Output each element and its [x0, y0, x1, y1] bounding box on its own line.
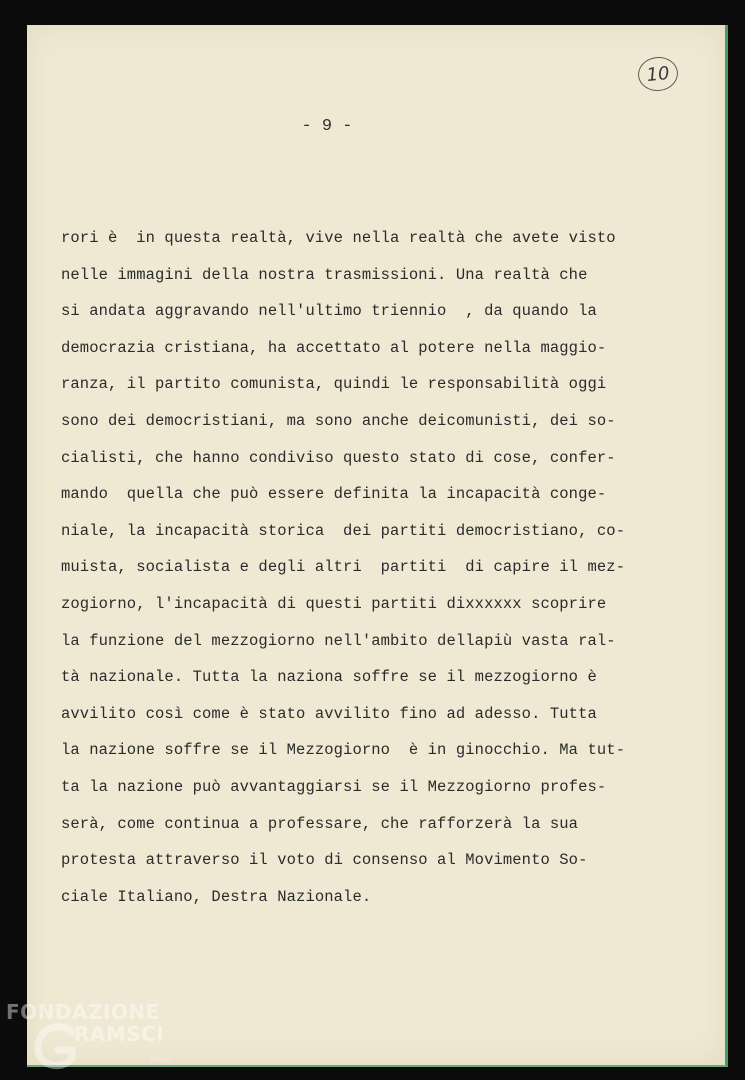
- text-line: la nazione soffre se il Mezzogiorno è in ginocchio. Ma tut-: [61, 741, 626, 760]
- page-number: - 9 -: [301, 117, 353, 136]
- text-line: nelle immagini della nostra trasmissioni. Una realtà che: [61, 265, 588, 284]
- fondazione-gramsci-watermark: [4, 1000, 194, 1076]
- text-line: muista, socialista e degli altri partiti di capire il mez-: [61, 558, 626, 577]
- text-line: avvilito così come è stato avvilito fino ad adesso. Tutta: [61, 704, 597, 723]
- text-line: cialisti, che hanno condiviso questo stato di cose, confer-: [61, 448, 616, 467]
- text-line: si andata aggravando nell'ultimo triennio , da quando la: [61, 302, 597, 321]
- text-line: niale, la incapacità storica dei partiti democristiano, co-: [61, 521, 626, 540]
- watermark-suffix: onlus: [150, 1054, 172, 1063]
- text-line: tà nazionale. Tutta la naziona soffre se il mezzogiorno è: [61, 668, 597, 687]
- document-page: [27, 25, 728, 1067]
- text-line: ciale Italiano, Destra Nazionale.: [61, 887, 372, 906]
- page-stamp: 10: [636, 55, 679, 93]
- text-line: la funzione del mezzogiorno nell'ambito dellapiù vasta ral-: [61, 631, 616, 650]
- text-line: democrazia cristiana, ha accettato al potere nella maggio-: [61, 338, 607, 357]
- text-line: mando quella che può essere definita la incapacità conge-: [61, 485, 607, 504]
- text-line: ranza, il partito comunista, quindi le responsabilità oggi: [61, 375, 607, 394]
- text-line: sono dei democristiani, ma sono anche deicomunisti, dei so-: [61, 411, 616, 430]
- text-line: ta la nazione può avvantaggiarsi se il Mezzogiorno profes-: [61, 777, 607, 796]
- body-text: [61, 225, 661, 920]
- text-line: protesta attraverso il voto di consenso al Movimento So-: [61, 851, 588, 870]
- text-line: rori è in questa realtà, vive nella realtà che avete visto: [61, 229, 616, 247]
- watermark-line2: RAMSCI: [74, 1022, 165, 1046]
- text-line: serà, come continua a professare, che rafforzerà la sua: [61, 814, 579, 833]
- text-line: zogiorno, l'incapacità di questi partiti dixxxxxx scoprire: [61, 594, 607, 613]
- watermark-line1: FONDAZIONE: [6, 1000, 160, 1024]
